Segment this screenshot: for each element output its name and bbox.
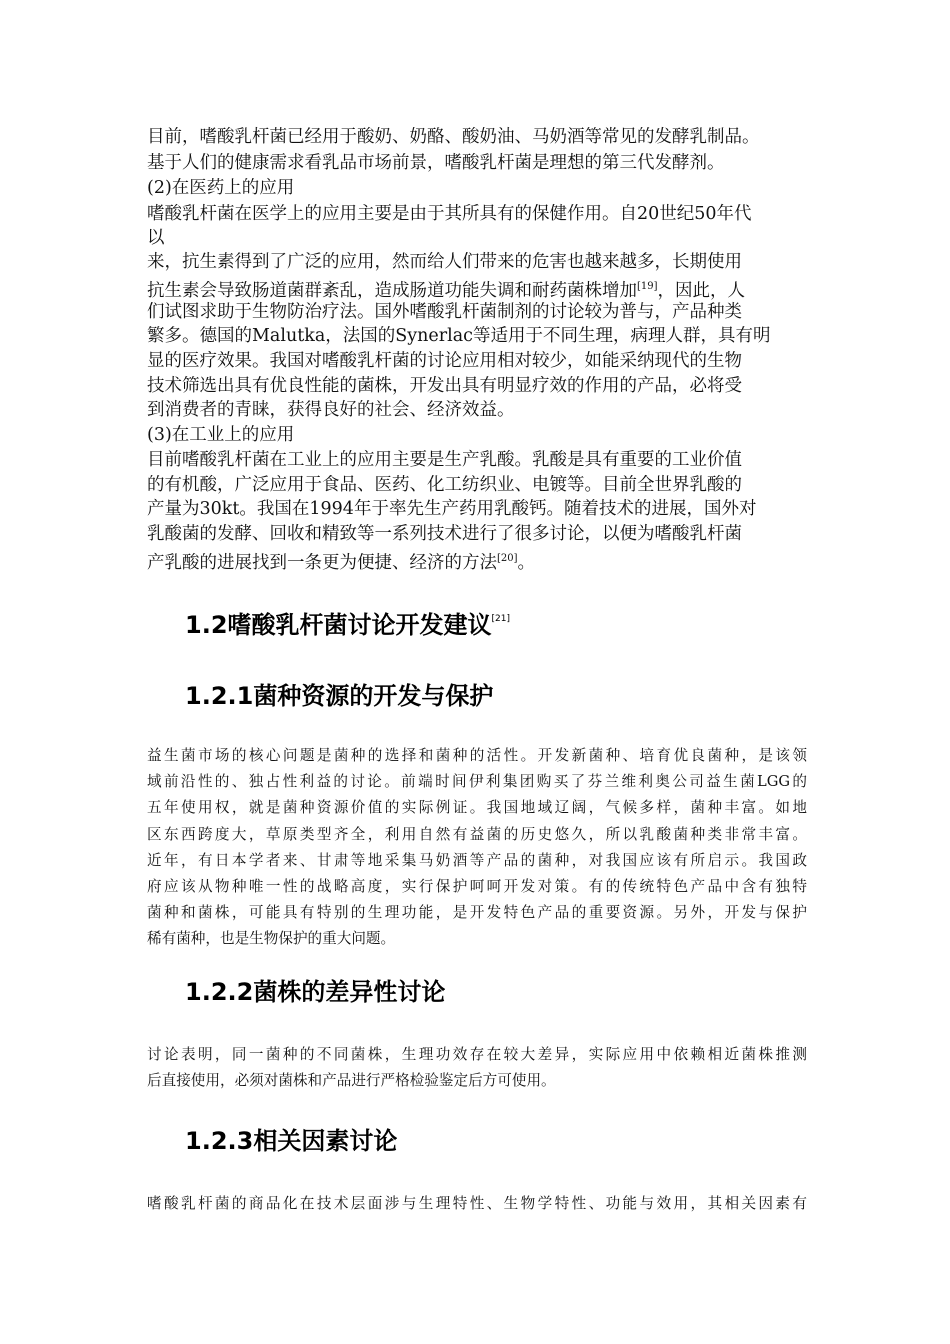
text-line: 到消费者的青睐，获得良好的社会、经济效益。	[147, 400, 515, 420]
subsection-heading	[185, 1125, 397, 1157]
text-line: 目前，嗜酸乳杆菌已经用于酸奶、奶酪、酸奶油、马奶酒等常见的发酵乳制品。	[147, 127, 760, 147]
text-line: 以	[147, 228, 165, 248]
subsection-label: (2)在医药上的应用	[147, 178, 295, 198]
text-span: ，因此，人	[657, 281, 746, 301]
text-line: 嗜酸乳杆菌在医学上的应用主要是由于其所具有的保健作用。自20世纪50年代	[147, 204, 752, 224]
text-line: 菌种和菌株，可能具有特别的生理功能，是开发特色产品的重要资源。另外，开发与保护	[147, 904, 807, 922]
heading-text: 1.2嗜酸乳杆菌讨论开发建议	[185, 611, 492, 639]
text-line: 技术筛选出具有优良性能的菌株，开发出具有明显疗效的作用的产品，必将受	[147, 376, 742, 396]
text-line: 乳酸菌的发酵、回收和精致等一系列技术进行了很多讨论，以便为嗜酸乳杆菌	[147, 524, 742, 544]
text-line: 嗜酸乳杆菌的商品化在技术层面涉与生理特性、生物学特性、功能与效用，其相关因素有	[147, 1195, 807, 1212]
text-line: 目前嗜酸乳杆菌在工业上的应用主要是生产乳酸。乳酸是具有重要的工业价值	[147, 450, 742, 470]
text-line: 后直接使用，必须对菌株和产品进行严格检验鉴定后方可使用。	[147, 1072, 556, 1090]
text-line: 稀有菌种，也是生物保护的重大问题。	[147, 930, 396, 948]
text-line: 繁多。德国的Malutka，法国的Synerlac等适用于不同生理，病理人群，具有明	[147, 326, 771, 346]
subsection-label: (3)在工业上的应用	[147, 425, 295, 445]
text-line: 的有机酸，广泛应用于食品、医药、化工纺织业、电镀等。目前全世界乳酸的	[147, 475, 742, 495]
text-line: 域前沿性的、独占性利益的讨论。前端时间伊利集团购买了芬兰维利奥公司益生菌LGG的	[147, 773, 807, 791]
text-line: 五年使用权，就是菌种资源价值的实际例证。我国地域辽阔，气候多样，菌种丰富。如地	[147, 799, 807, 817]
text-line: 显的医疗效果。我国对嗜酸乳杆菌的讨论应用相对较少，如能采纳现代的生物	[147, 351, 742, 371]
paragraph	[147, 743, 807, 953]
paragraph	[147, 1191, 807, 1217]
subsection-heading	[185, 976, 445, 1008]
text-line	[147, 547, 535, 575]
text-line: 近年，有日本学者来、甘肃等地采集马奶酒等产品的菌种，对我国应该有所启示。我国政	[147, 851, 807, 869]
citation-ref: [20]	[497, 553, 518, 564]
text-line: 区东西跨度大，草原类型齐全，利用自然有益菌的历史悠久，所以乳酸菌种类非常丰富。	[147, 825, 807, 843]
text-line: 府应该从物种唯一性的战略高度，实行保护呵呵开发对策。有的传统特色产品中含有独特	[147, 878, 807, 896]
heading-text: 1.2.2菌株的差异性讨论	[185, 978, 446, 1006]
citation-ref: [21]	[491, 614, 510, 624]
text-line: 产量为30kt。我国在1994年于率先生产药用乳酸钙。随着技术的进展，国外对	[147, 499, 757, 519]
text-span: 。	[517, 553, 536, 573]
heading-text: 1.2.1菌种资源的开发与保护	[185, 682, 494, 710]
text-line: 来，抗生素得到了广泛的应用，然而给人们带来的危害也越来越多，长期使用	[147, 252, 742, 272]
text-line: 讨论表明，同一菌种的不同菌株，生理功效存在较大差异，实际应用中依赖相近菌株推测	[147, 1046, 807, 1063]
text-line: 基于人们的健康需求看乳品市场前景，嗜酸乳杆菌是理想的第三代发酵剂。	[147, 153, 725, 173]
citation-ref: [19]	[637, 281, 658, 292]
section-heading	[185, 603, 510, 641]
text-line	[147, 275, 745, 303]
heading-text: 1.2.3相关因素讨论	[185, 1127, 398, 1155]
text-line: 益生菌市场的核心问题是菌种的选择和菌种的活性。开发新菌种、培育优良菌种，是该领	[147, 747, 807, 764]
subsection-heading	[185, 680, 493, 712]
text-span: 抗生素会导致肠道菌群紊乱，造成肠道功能失调和耐药菌株增加	[147, 281, 637, 301]
paragraph	[147, 1042, 807, 1094]
text-line: 们试图求助于生物防治疗法。国外嗜酸乳杆菌制剂的讨论较为普与，产品种类	[147, 302, 742, 322]
text-span: 产乳酸的进展找到一条更为便捷、经济的方法	[147, 553, 497, 573]
